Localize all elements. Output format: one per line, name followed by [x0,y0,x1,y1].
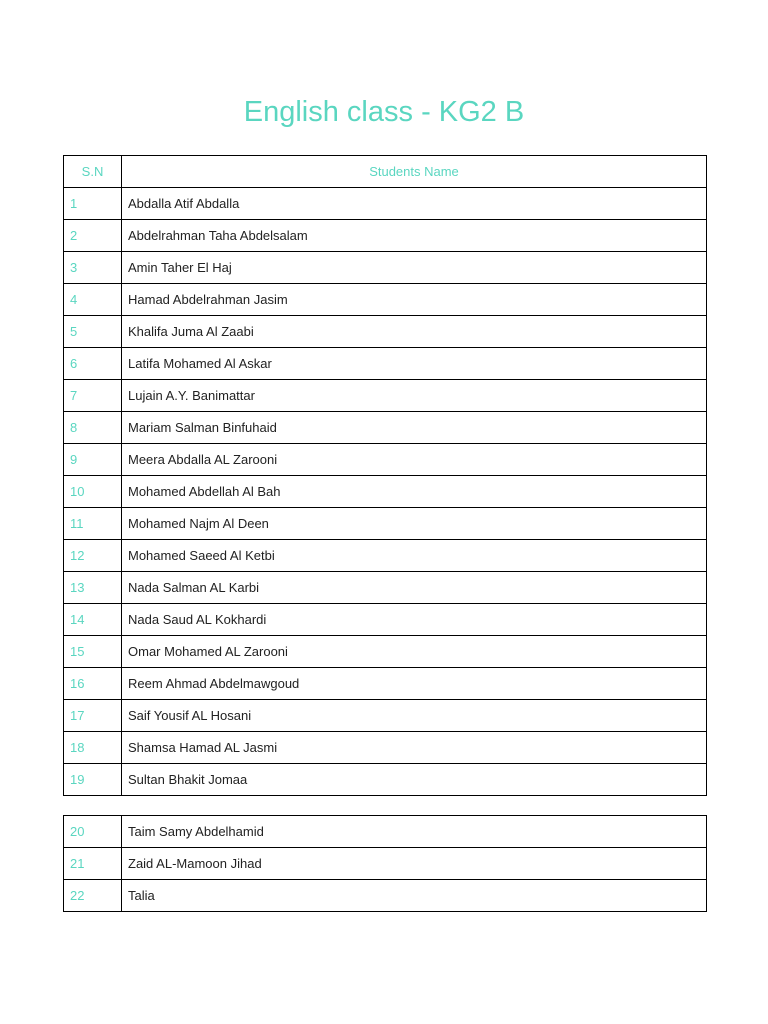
row-student-name: Meera Abdalla AL Zarooni [122,444,707,476]
row-serial-number: 4 [64,284,122,316]
row-serial-number: 11 [64,508,122,540]
row-student-name: Mariam Salman Binfuhaid [122,412,707,444]
row-student-name: Nada Saud AL Kokhardi [122,604,707,636]
table-row [64,252,707,284]
row-serial-number: 15 [64,636,122,668]
column-header-name: Students Name [122,156,707,188]
row-serial-number: 22 [64,880,122,912]
table-row [64,816,707,848]
row-student-name: Abdelrahman Taha Abdelsalam [122,220,707,252]
row-serial-number: 7 [64,380,122,412]
row-student-name: Shamsa Hamad AL Jasmi [122,732,707,764]
row-serial-number: 5 [64,316,122,348]
row-student-name: Lujain A.Y. Banimattar [122,380,707,412]
row-serial-number: 20 [64,816,122,848]
table-row [64,540,707,572]
table-header-row [64,156,707,188]
student-table [63,155,707,796]
row-student-name: Mohamed Saeed Al Ketbi [122,540,707,572]
table-row [64,636,707,668]
student-table-continued-body [64,816,707,912]
table-row [64,848,707,880]
row-serial-number: 19 [64,764,122,796]
row-student-name: Nada Salman AL Karbi [122,572,707,604]
row-serial-number: 21 [64,848,122,880]
row-student-name: Khalifa Juma Al Zaabi [122,316,707,348]
row-serial-number: 16 [64,668,122,700]
row-serial-number: 12 [64,540,122,572]
table-row [64,476,707,508]
page-title: English class - KG2 B [243,96,525,128]
table-row [64,604,707,636]
row-student-name: Amin Taher El Haj [122,252,707,284]
table-row [64,572,707,604]
row-serial-number: 8 [64,412,122,444]
row-serial-number: 14 [64,604,122,636]
row-serial-number: 18 [64,732,122,764]
table-row [64,880,707,912]
row-serial-number: 10 [64,476,122,508]
table-row [64,412,707,444]
row-student-name: Hamad Abdelrahman Jasim [122,284,707,316]
row-student-name: Taim Samy Abdelhamid [122,816,707,848]
row-student-name: Latifa Mohamed Al Askar [122,348,707,380]
table-row [64,764,707,796]
column-header-sn: S.N [64,156,122,188]
row-student-name: Reem Ahmad Abdelmawgoud [122,668,707,700]
student-table-continued [63,815,707,912]
table-row [64,316,707,348]
table-row [64,220,707,252]
row-serial-number: 17 [64,700,122,732]
table-row [64,380,707,412]
row-student-name: Zaid AL-Mamoon Jihad [122,848,707,880]
table-row [64,700,707,732]
table-row [64,508,707,540]
row-student-name: Talia [122,880,707,912]
row-student-name: Mohamed Najm Al Deen [122,508,707,540]
table-row [64,732,707,764]
table-row [64,668,707,700]
table-row [64,348,707,380]
row-student-name: Mohamed Abdellah Al Bah [122,476,707,508]
row-student-name: Sultan Bhakit Jomaa [122,764,707,796]
row-serial-number: 2 [64,220,122,252]
row-serial-number: 3 [64,252,122,284]
row-student-name: Abdalla Atif Abdalla [122,188,707,220]
row-serial-number: 1 [64,188,122,220]
row-serial-number: 13 [64,572,122,604]
row-serial-number: 9 [64,444,122,476]
table-row [64,188,707,220]
row-student-name: Omar Mohamed AL Zarooni [122,636,707,668]
row-serial-number: 6 [64,348,122,380]
row-student-name: Saif Yousif AL Hosani [122,700,707,732]
table-row [64,444,707,476]
student-table-body [64,188,707,796]
table-row [64,284,707,316]
